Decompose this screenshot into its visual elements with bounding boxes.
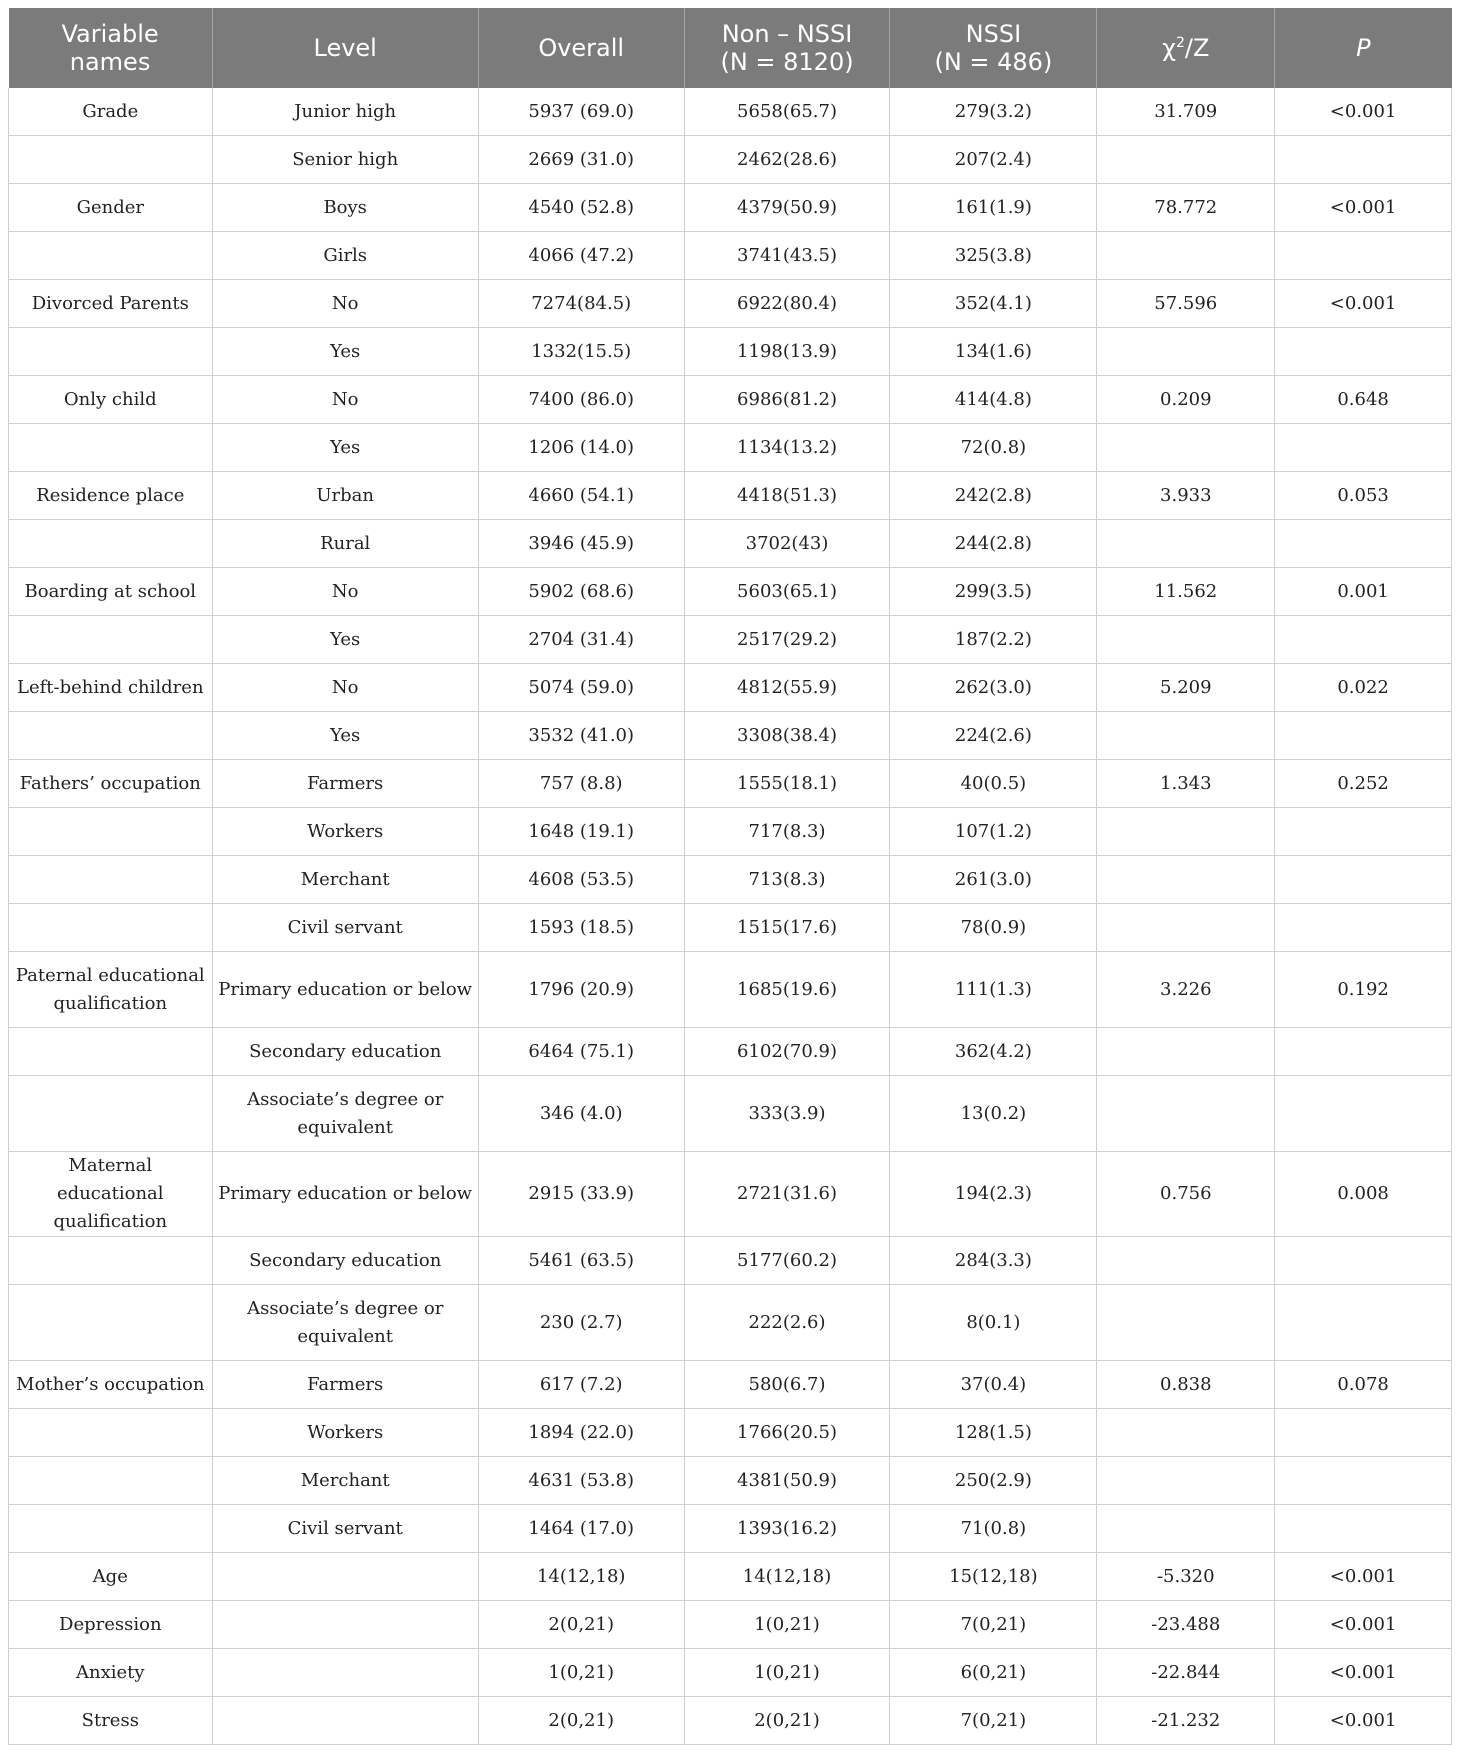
cell-overall: 1206 (14.0): [478, 424, 684, 472]
cell-variable-name: Left-behind children: [9, 664, 213, 712]
table-row: [9, 1553, 1452, 1601]
cell-non-nssi: 1515(17.6): [684, 904, 890, 952]
cell-non-nssi: 6922(80.4): [684, 280, 890, 328]
cell-p-value: 0.022: [1275, 664, 1452, 712]
cell-non-nssi: 5603(65.1): [684, 568, 890, 616]
header-non-nssi: Non – NSSI (N = 8120): [684, 8, 890, 88]
cell-level: Merchant: [212, 856, 478, 904]
cell-variable-name: Stress: [9, 1697, 213, 1745]
cell-p-value: [1275, 1028, 1452, 1076]
cell-overall: 2704 (31.4): [478, 616, 684, 664]
cell-test-statistic: 1.343: [1097, 760, 1275, 808]
cell-p-value: 0.192: [1275, 952, 1452, 1028]
table-row: [9, 952, 1452, 1028]
cell-p-value: <0.001: [1275, 1553, 1452, 1601]
cell-overall: 617 (7.2): [478, 1361, 684, 1409]
cell-level: Secondary education: [212, 1028, 478, 1076]
cell-variable-name: Age: [9, 1553, 213, 1601]
cell-p-value: <0.001: [1275, 280, 1452, 328]
cell-variable-name: [9, 808, 213, 856]
cell-nssi: 6(0,21): [890, 1649, 1097, 1697]
cell-non-nssi: 713(8.3): [684, 856, 890, 904]
header-overall: Overall: [478, 8, 684, 88]
cell-level: No: [212, 376, 478, 424]
table-row: [9, 1028, 1452, 1076]
cell-nssi: 40(0.5): [890, 760, 1097, 808]
cell-variable-name: [9, 1237, 213, 1285]
table-row: [9, 232, 1452, 280]
cell-nssi: 244(2.8): [890, 520, 1097, 568]
cell-non-nssi: 3702(43): [684, 520, 890, 568]
cell-nssi: 187(2.2): [890, 616, 1097, 664]
cell-nssi: 78(0.9): [890, 904, 1097, 952]
cell-level: Secondary education: [212, 1237, 478, 1285]
cell-nssi: 161(1.9): [890, 184, 1097, 232]
header-z-symbol: /Z: [1184, 34, 1210, 62]
cell-nssi: 414(4.8): [890, 376, 1097, 424]
cell-overall: 14(12,18): [478, 1553, 684, 1601]
table-row: [9, 1285, 1452, 1361]
header-row: [9, 8, 1452, 88]
cell-test-statistic: 11.562: [1097, 568, 1275, 616]
cell-test-statistic: [1097, 1457, 1275, 1505]
cell-level: Junior high: [212, 88, 478, 136]
cell-nssi: 72(0.8): [890, 424, 1097, 472]
cell-overall: 7274(84.5): [478, 280, 684, 328]
header-test-statistic: [1097, 8, 1275, 88]
cell-level: Senior high: [212, 136, 478, 184]
cell-level: Workers: [212, 808, 478, 856]
cell-overall: 6464 (75.1): [478, 1028, 684, 1076]
cell-overall: 5902 (68.6): [478, 568, 684, 616]
cell-variable-name: Mother’s occupation: [9, 1361, 213, 1409]
cell-overall: 1894 (22.0): [478, 1409, 684, 1457]
cell-level: Civil servant: [212, 904, 478, 952]
cell-nssi: 242(2.8): [890, 472, 1097, 520]
table-row: [9, 88, 1452, 136]
cell-test-statistic: [1097, 856, 1275, 904]
cell-nssi: 352(4.1): [890, 280, 1097, 328]
cell-overall: 1(0,21): [478, 1649, 684, 1697]
table-row: [9, 1697, 1452, 1745]
cell-nssi: 15(12,18): [890, 1553, 1097, 1601]
cell-variable-name: Paternal educational qualification: [9, 952, 213, 1028]
data-table-container: [8, 8, 1452, 1745]
cell-test-statistic: 57.596: [1097, 280, 1275, 328]
cell-level: [212, 1649, 478, 1697]
cell-test-statistic: [1097, 328, 1275, 376]
cell-test-statistic: -23.488: [1097, 1601, 1275, 1649]
table-row: [9, 712, 1452, 760]
cell-test-statistic: [1097, 616, 1275, 664]
cell-nssi: 107(1.2): [890, 808, 1097, 856]
cell-p-value: [1275, 1237, 1452, 1285]
table-row: [9, 616, 1452, 664]
cell-test-statistic: [1097, 424, 1275, 472]
cell-nssi: 299(3.5): [890, 568, 1097, 616]
cell-p-value: [1275, 808, 1452, 856]
cell-level: [212, 1553, 478, 1601]
cell-level: Civil servant: [212, 1505, 478, 1553]
cell-variable-name: [9, 136, 213, 184]
cell-variable-name: [9, 1409, 213, 1457]
cell-overall: 1464 (17.0): [478, 1505, 684, 1553]
cell-non-nssi: 2517(29.2): [684, 616, 890, 664]
table-row: [9, 664, 1452, 712]
table-row: [9, 376, 1452, 424]
cell-variable-name: [9, 328, 213, 376]
table-row: [9, 1237, 1452, 1285]
cell-level: Boys: [212, 184, 478, 232]
table-row: [9, 1076, 1452, 1152]
cell-non-nssi: 6986(81.2): [684, 376, 890, 424]
cell-level: Farmers: [212, 1361, 478, 1409]
header-nssi: NSSI (N = 486): [890, 8, 1097, 88]
cell-overall: 4066 (47.2): [478, 232, 684, 280]
cell-non-nssi: 1766(20.5): [684, 1409, 890, 1457]
header-p-value: P: [1275, 8, 1452, 88]
cell-level: Primary education or below: [212, 1152, 478, 1237]
table-row: [9, 1601, 1452, 1649]
cell-test-statistic: [1097, 808, 1275, 856]
cell-nssi: 7(0,21): [890, 1601, 1097, 1649]
cell-variable-name: Fathers’ occupation: [9, 760, 213, 808]
cell-test-statistic: [1097, 520, 1275, 568]
cell-overall: 2(0,21): [478, 1697, 684, 1745]
cell-overall: 4631 (53.8): [478, 1457, 684, 1505]
cell-non-nssi: 3741(43.5): [684, 232, 890, 280]
header-variable-names: Variable names: [9, 8, 213, 88]
cell-non-nssi: 1555(18.1): [684, 760, 890, 808]
cell-nssi: 325(3.8): [890, 232, 1097, 280]
cell-non-nssi: 1(0,21): [684, 1649, 890, 1697]
table-row: [9, 1457, 1452, 1505]
cell-nssi: 7(0,21): [890, 1697, 1097, 1745]
cell-nssi: 279(3.2): [890, 88, 1097, 136]
table-row: [9, 1409, 1452, 1457]
cell-p-value: <0.001: [1275, 1697, 1452, 1745]
cell-variable-name: [9, 424, 213, 472]
cell-variable-name: [9, 1285, 213, 1361]
cell-test-statistic: 0.838: [1097, 1361, 1275, 1409]
table-row: [9, 1361, 1452, 1409]
table-row: [9, 1505, 1452, 1553]
cell-nssi: 8(0.1): [890, 1285, 1097, 1361]
cell-nssi: 261(3.0): [890, 856, 1097, 904]
cell-overall: 5074 (59.0): [478, 664, 684, 712]
cell-p-value: [1275, 904, 1452, 952]
table-row: [9, 184, 1452, 232]
cell-test-statistic: [1097, 712, 1275, 760]
cell-level: Yes: [212, 328, 478, 376]
cell-p-value: [1275, 520, 1452, 568]
cell-p-value: [1275, 1505, 1452, 1553]
cell-overall: 3946 (45.9): [478, 520, 684, 568]
cell-non-nssi: 1393(16.2): [684, 1505, 890, 1553]
header-level: Level: [212, 8, 478, 88]
cell-nssi: 262(3.0): [890, 664, 1097, 712]
cell-non-nssi: 2(0,21): [684, 1697, 890, 1745]
cell-nssi: 362(4.2): [890, 1028, 1097, 1076]
table-row: [9, 424, 1452, 472]
cell-variable-name: [9, 856, 213, 904]
cell-nssi: 224(2.6): [890, 712, 1097, 760]
cell-level: Girls: [212, 232, 478, 280]
cell-p-value: 0.252: [1275, 760, 1452, 808]
table-row: [9, 136, 1452, 184]
cell-variable-name: Boarding at school: [9, 568, 213, 616]
cell-variable-name: [9, 616, 213, 664]
cell-nssi: 284(3.3): [890, 1237, 1097, 1285]
cell-variable-name: Grade: [9, 88, 213, 136]
cell-p-value: <0.001: [1275, 1649, 1452, 1697]
cell-p-value: [1275, 1457, 1452, 1505]
cell-p-value: 0.648: [1275, 376, 1452, 424]
table-header: [9, 8, 1452, 88]
cell-variable-name: Divorced Parents: [9, 280, 213, 328]
cell-test-statistic: -22.844: [1097, 1649, 1275, 1697]
table-row: [9, 808, 1452, 856]
cell-level: [212, 1697, 478, 1745]
cell-p-value: [1275, 232, 1452, 280]
cell-overall: 4660 (54.1): [478, 472, 684, 520]
cell-level: Urban: [212, 472, 478, 520]
cell-variable-name: [9, 904, 213, 952]
cell-p-value: [1275, 328, 1452, 376]
table-row: [9, 472, 1452, 520]
cell-nssi: 71(0.8): [890, 1505, 1097, 1553]
cell-test-statistic: -5.320: [1097, 1553, 1275, 1601]
cell-non-nssi: 4379(50.9): [684, 184, 890, 232]
cell-level: Associate’s degree or equivalent: [212, 1076, 478, 1152]
cell-variable-name: Only child: [9, 376, 213, 424]
cell-p-value: <0.001: [1275, 88, 1452, 136]
cell-overall: 346 (4.0): [478, 1076, 684, 1152]
cell-test-statistic: -21.232: [1097, 1697, 1275, 1745]
cell-level: Merchant: [212, 1457, 478, 1505]
table-row: [9, 328, 1452, 376]
header-chi-symbol: χ: [1162, 34, 1176, 62]
cell-test-statistic: [1097, 904, 1275, 952]
cell-non-nssi: 1685(19.6): [684, 952, 890, 1028]
table-row: [9, 568, 1452, 616]
cell-nssi: 250(2.9): [890, 1457, 1097, 1505]
cell-overall: 2915 (33.9): [478, 1152, 684, 1237]
cell-level: Yes: [212, 712, 478, 760]
cell-variable-name: [9, 520, 213, 568]
cell-non-nssi: 717(8.3): [684, 808, 890, 856]
cell-level: Primary education or below: [212, 952, 478, 1028]
cell-test-statistic: [1097, 1409, 1275, 1457]
table-row: [9, 1649, 1452, 1697]
cell-non-nssi: 1(0,21): [684, 1601, 890, 1649]
cell-overall: 3532 (41.0): [478, 712, 684, 760]
cell-p-value: [1275, 616, 1452, 664]
cell-overall: 757 (8.8): [478, 760, 684, 808]
cell-level: No: [212, 664, 478, 712]
cell-test-statistic: 78.772: [1097, 184, 1275, 232]
cell-test-statistic: [1097, 232, 1275, 280]
header-chi-superscript: 2: [1175, 35, 1185, 51]
table-row: [9, 280, 1452, 328]
cell-p-value: <0.001: [1275, 1601, 1452, 1649]
cell-overall: 1332(15.5): [478, 328, 684, 376]
cell-overall: 2(0,21): [478, 1601, 684, 1649]
cell-non-nssi: 1198(13.9): [684, 328, 890, 376]
cell-level: Yes: [212, 424, 478, 472]
cell-p-value: [1275, 712, 1452, 760]
cell-non-nssi: 4812(55.9): [684, 664, 890, 712]
cell-p-value: [1275, 136, 1452, 184]
cell-test-statistic: [1097, 1237, 1275, 1285]
cell-non-nssi: 3308(38.4): [684, 712, 890, 760]
cell-nssi: 37(0.4): [890, 1361, 1097, 1409]
cell-nssi: 134(1.6): [890, 328, 1097, 376]
cell-p-value: 0.008: [1275, 1152, 1452, 1237]
cell-test-statistic: 31.709: [1097, 88, 1275, 136]
cell-level: Yes: [212, 616, 478, 664]
cell-p-value: [1275, 1076, 1452, 1152]
cell-variable-name: [9, 1457, 213, 1505]
cell-test-statistic: 3.933: [1097, 472, 1275, 520]
cell-nssi: 111(1.3): [890, 952, 1097, 1028]
cell-p-value: 0.078: [1275, 1361, 1452, 1409]
cell-level: [212, 1601, 478, 1649]
characteristics-table: [8, 8, 1452, 1745]
cell-non-nssi: 14(12,18): [684, 1553, 890, 1601]
cell-test-statistic: [1097, 1028, 1275, 1076]
cell-nssi: 194(2.3): [890, 1152, 1097, 1237]
cell-non-nssi: 1134(13.2): [684, 424, 890, 472]
cell-variable-name: Residence place: [9, 472, 213, 520]
cell-variable-name: [9, 712, 213, 760]
cell-variable-name: [9, 1028, 213, 1076]
cell-non-nssi: 6102(70.9): [684, 1028, 890, 1076]
table-body: [9, 88, 1452, 1745]
cell-p-value: 0.053: [1275, 472, 1452, 520]
cell-overall: 2669 (31.0): [478, 136, 684, 184]
cell-level: No: [212, 280, 478, 328]
cell-test-statistic: [1097, 1076, 1275, 1152]
cell-overall: 7400 (86.0): [478, 376, 684, 424]
cell-overall: 4608 (53.5): [478, 856, 684, 904]
table-row: [9, 760, 1452, 808]
cell-nssi: 128(1.5): [890, 1409, 1097, 1457]
cell-non-nssi: 5177(60.2): [684, 1237, 890, 1285]
cell-variable-name: [9, 232, 213, 280]
cell-variable-name: Maternal educational qualification: [9, 1152, 213, 1237]
cell-overall: 1593 (18.5): [478, 904, 684, 952]
table-row: [9, 856, 1452, 904]
cell-level: Rural: [212, 520, 478, 568]
cell-non-nssi: 2721(31.6): [684, 1152, 890, 1237]
table-row: [9, 904, 1452, 952]
cell-level: No: [212, 568, 478, 616]
cell-test-statistic: [1097, 1285, 1275, 1361]
cell-non-nssi: 222(2.6): [684, 1285, 890, 1361]
cell-overall: 5937 (69.0): [478, 88, 684, 136]
cell-p-value: <0.001: [1275, 184, 1452, 232]
cell-nssi: 13(0.2): [890, 1076, 1097, 1152]
cell-overall: 5461 (63.5): [478, 1237, 684, 1285]
cell-variable-name: [9, 1076, 213, 1152]
cell-test-statistic: 5.209: [1097, 664, 1275, 712]
cell-p-value: [1275, 856, 1452, 904]
cell-overall: 1648 (19.1): [478, 808, 684, 856]
cell-variable-name: Gender: [9, 184, 213, 232]
cell-variable-name: [9, 1505, 213, 1553]
cell-non-nssi: 333(3.9): [684, 1076, 890, 1152]
cell-level: Farmers: [212, 760, 478, 808]
cell-level: Associate’s degree or equivalent: [212, 1285, 478, 1361]
cell-non-nssi: 4381(50.9): [684, 1457, 890, 1505]
cell-non-nssi: 580(6.7): [684, 1361, 890, 1409]
cell-overall: 230 (2.7): [478, 1285, 684, 1361]
cell-non-nssi: 2462(28.6): [684, 136, 890, 184]
cell-test-statistic: [1097, 1505, 1275, 1553]
table-row: [9, 520, 1452, 568]
cell-test-statistic: 3.226: [1097, 952, 1275, 1028]
cell-p-value: 0.001: [1275, 568, 1452, 616]
cell-variable-name: Depression: [9, 1601, 213, 1649]
cell-non-nssi: 4418(51.3): [684, 472, 890, 520]
cell-nssi: 207(2.4): [890, 136, 1097, 184]
cell-variable-name: Anxiety: [9, 1649, 213, 1697]
cell-test-statistic: 0.209: [1097, 376, 1275, 424]
cell-p-value: [1275, 424, 1452, 472]
cell-overall: 4540 (52.8): [478, 184, 684, 232]
table-row: [9, 1152, 1452, 1237]
cell-overall: 1796 (20.9): [478, 952, 684, 1028]
cell-level: Workers: [212, 1409, 478, 1457]
cell-test-statistic: 0.756: [1097, 1152, 1275, 1237]
cell-test-statistic: [1097, 136, 1275, 184]
cell-non-nssi: 5658(65.7): [684, 88, 890, 136]
cell-p-value: [1275, 1285, 1452, 1361]
cell-p-value: [1275, 1409, 1452, 1457]
